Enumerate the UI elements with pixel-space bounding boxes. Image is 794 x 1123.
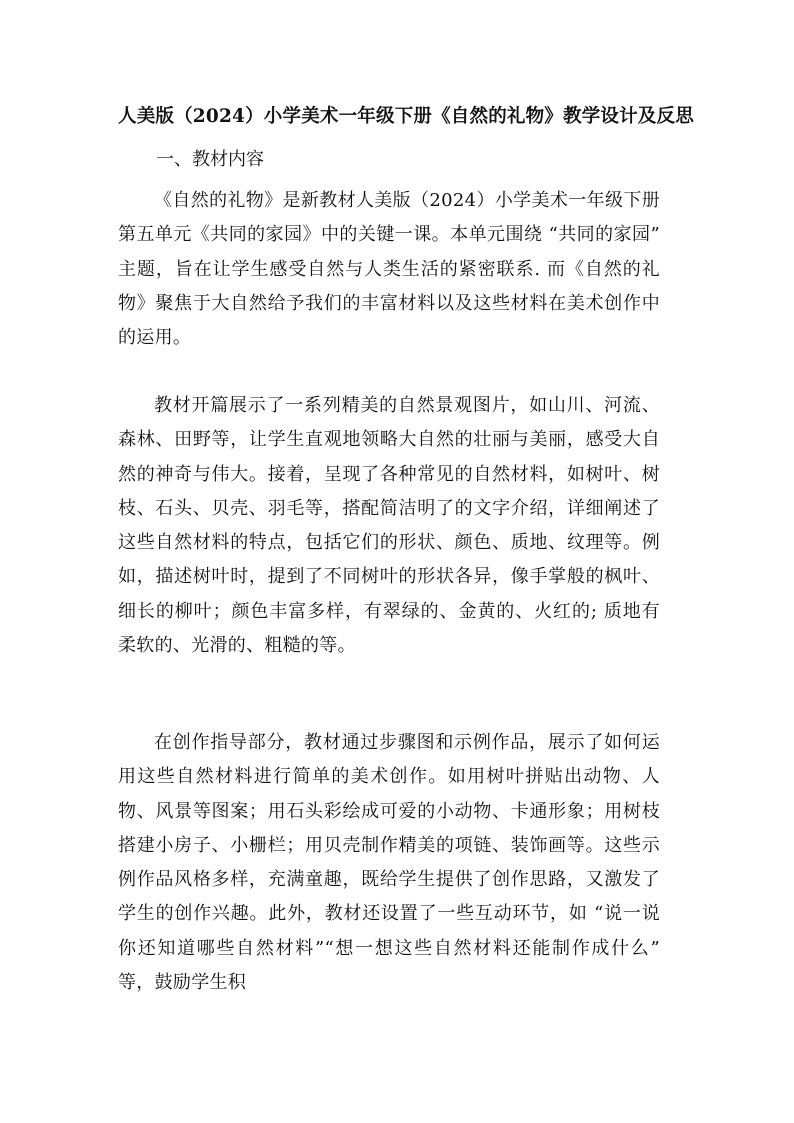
body-paragraph: 在创作指导部分，教材通过步骤图和示例作品，展示了如何运用这些自然材料进行简单的美术创作。如用树叶拼贴出动物、人物、风景等图案；用石头彩绘成可爱的小动物、卡通形象；用树枝搭建小房子、小栅栏；用贝壳制作精美的项链、装饰画等。这些示例作品风格多样，充满童趣，既给学生提供了创作思路，又激发了学生的创作兴趣。此外，教材还设置了一些互动环节，如 “说一说你还知道哪些自然材料”“想一想这些自然材料还能制作成什么” 等，鼓励学生积 bbox=[118, 732, 660, 994]
section-heading: 一、教材内容 bbox=[156, 149, 264, 170]
document-title: 人美版（2024）小学美术一年级下册《自然的礼物》教学设计及反思 bbox=[118, 106, 694, 127]
body-paragraph: 教材开篇展示了一系列精美的自然景观图片，如山川、河流、森林、田野等，让学生直观地领略大自然的壮丽与美丽，感受大自然的神奇与伟大。接着，呈现了各种常见的自然材料，如树叶、树枝、石头、贝壳、羽毛等，搭配简洁明了的文字介绍，详细阐述了这些自然材料的特点，包括它们的形状、颜色、质地、纹理等。例如，描述树叶时，提到了不同树叶的形状各异，像手掌般的枫叶、细长的柳叶；颜色丰富多样，有翠绿的、金黄的、火红的; 质地有柔软的、光滑的、粗糙的等。 bbox=[118, 395, 660, 657]
body-paragraph: 《自然的礼物》是新教材人美版（2024）小学美术一年级下册第五单元《共同的家园》中的关键一课。本单元围绕 “共同的家园” 主题，旨在让学生感受自然与人类生活的紧密联系. 而《自然的礼物》聚焦于大自然给予我们的丰富材料以及这些材料在美术创作中的运用。 bbox=[118, 190, 660, 349]
